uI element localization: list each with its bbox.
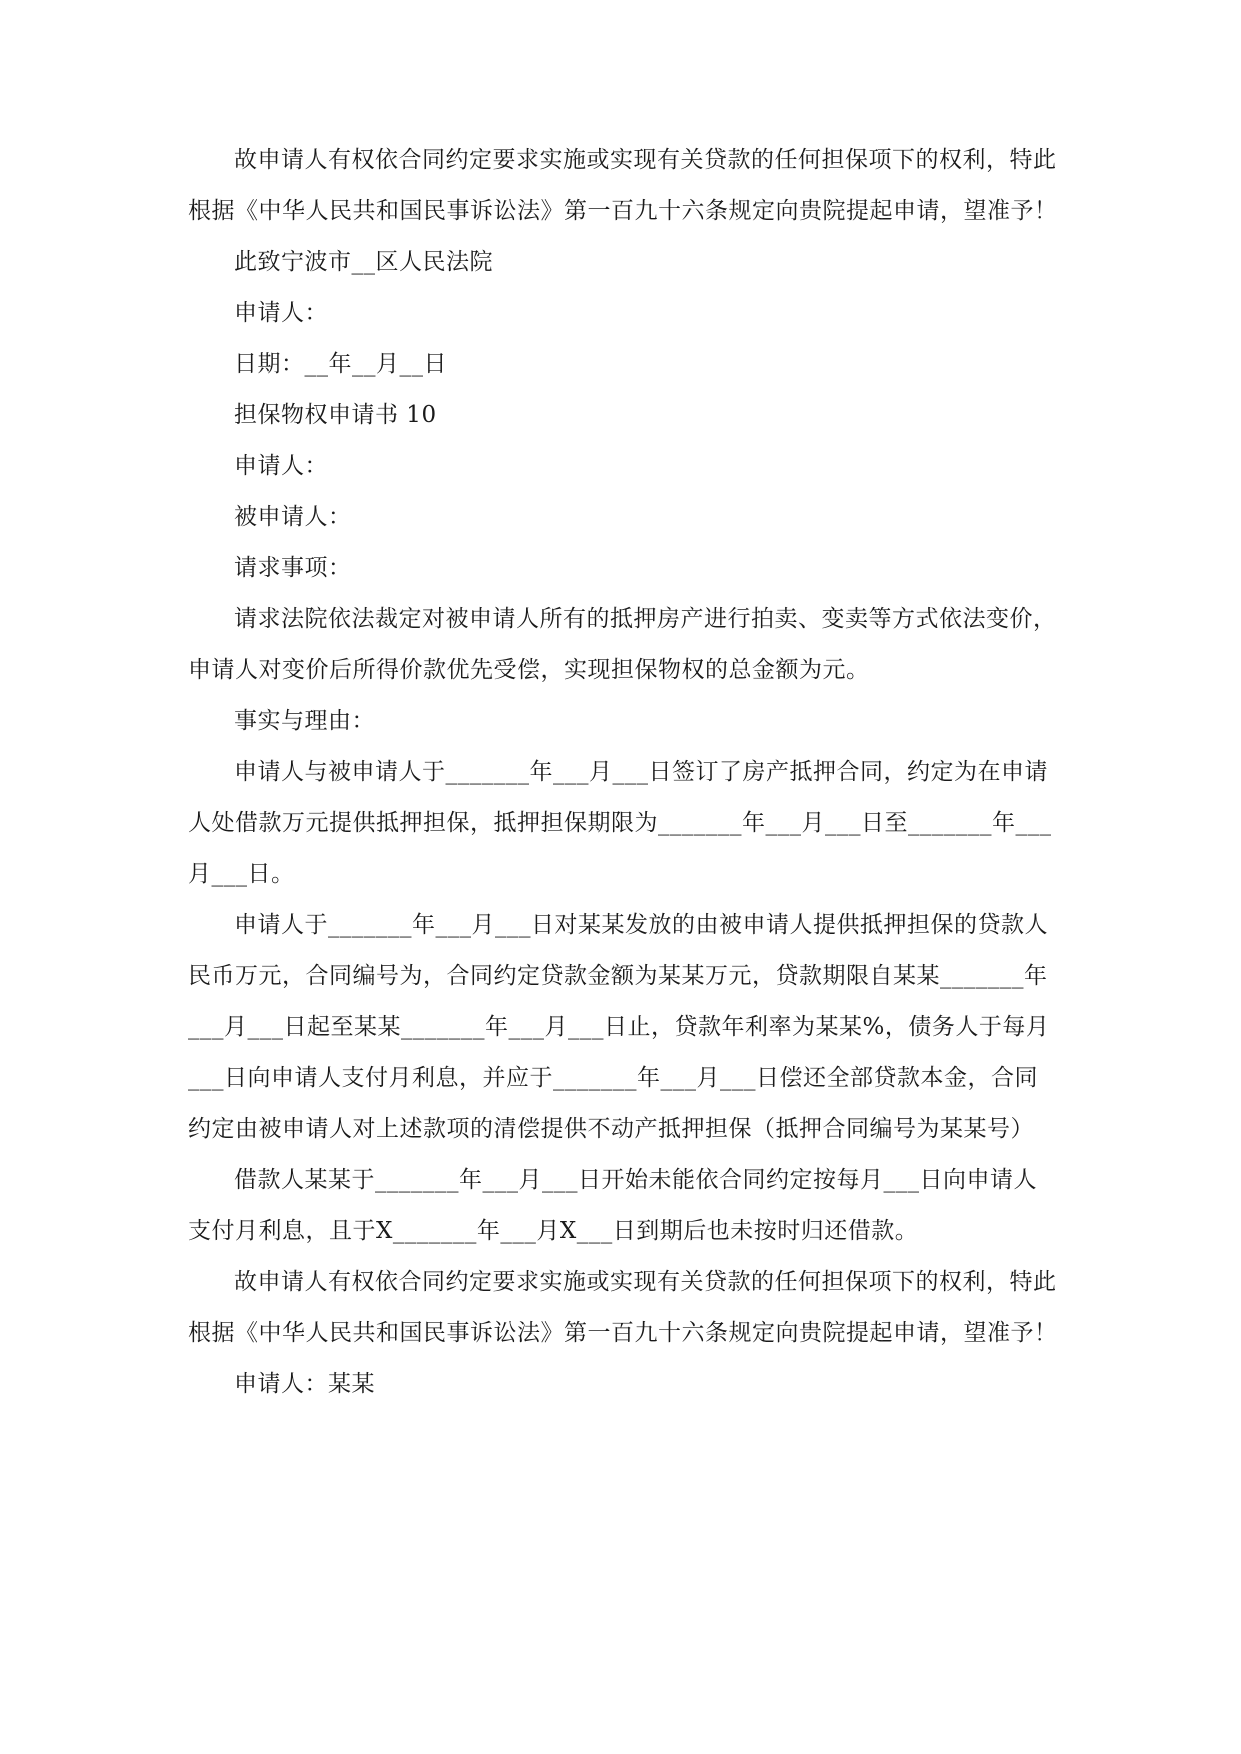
paragraph-applicant-2: 申请人： [234,453,328,479]
paragraph-applicant: 申请人： [234,300,328,326]
document-body [188,135,1058,1410]
paragraph-facts-heading: 事实与理由： [234,708,375,734]
paragraph-signature: 申请人：某某 [234,1371,375,1397]
paragraph-request-rights: 故申请人有权依合同约定要求实施或实现有关贷款的任何担保项下的权利，特此根据《中华人民共和国民事诉讼法》第一百九十六条规定向贵院提起申请，望准予！ [188,147,1058,224]
paragraph-request-rights-2: 故申请人有权依合同约定要求实施或实现有关贷款的任何担保项下的权利，特此根据《中华人民共和国民事诉讼法》第一百九十六条规定向贵院提起申请，望准予！ [188,1269,1058,1346]
paragraph-facts-2: 申请人于_______年___月___日对某某发放的由被申请人提供抵押担保的贷款人民币万元，合同编号为，合同约定贷款金额为某某万元，贷款期限自某某_______年___月___日起至某某_______年___月___日止，贷款年利率为某某%，债务人于每月___日向申请人支付月利息，并应于_______年___月___日偿还全部贷款本金，合同约定由被申请人对上述款项的清偿提供不动产抵押担保（抵押合同编号为某某号） [188,912,1050,1142]
paragraph-request-items-heading: 请求事项： [234,555,352,581]
paragraph-request-items: 请求法院依法裁定对被申请人所有的抵押房产进行拍卖、变卖等方式依法变价，申请人对变价后所得价款优先受偿，实现担保物权的总金额为元。 [188,606,1057,683]
paragraph-addressee: 此致宁波市__区人民法院 [234,249,493,275]
paragraph-facts-3: 借款人某某于_______年___月___日开始未能依合同约定按每月___日向申请人支付月利息，且于X_______年___月X___日到期后也未按时归还借款。 [188,1167,1037,1244]
paragraph-date: 日期：__年__月__日 [234,351,447,377]
paragraph-respondent: 被申请人： [234,504,352,530]
paragraph-facts-1: 申请人与被申请人于_______年___月___日签订了房产抵押合同，约定为在申请人处借款万元提供抵押担保，抵押担保期限为_______年___月___日至_______年___月___日。 [188,759,1052,887]
section-title: 担保物权申请书 10 [234,402,437,428]
